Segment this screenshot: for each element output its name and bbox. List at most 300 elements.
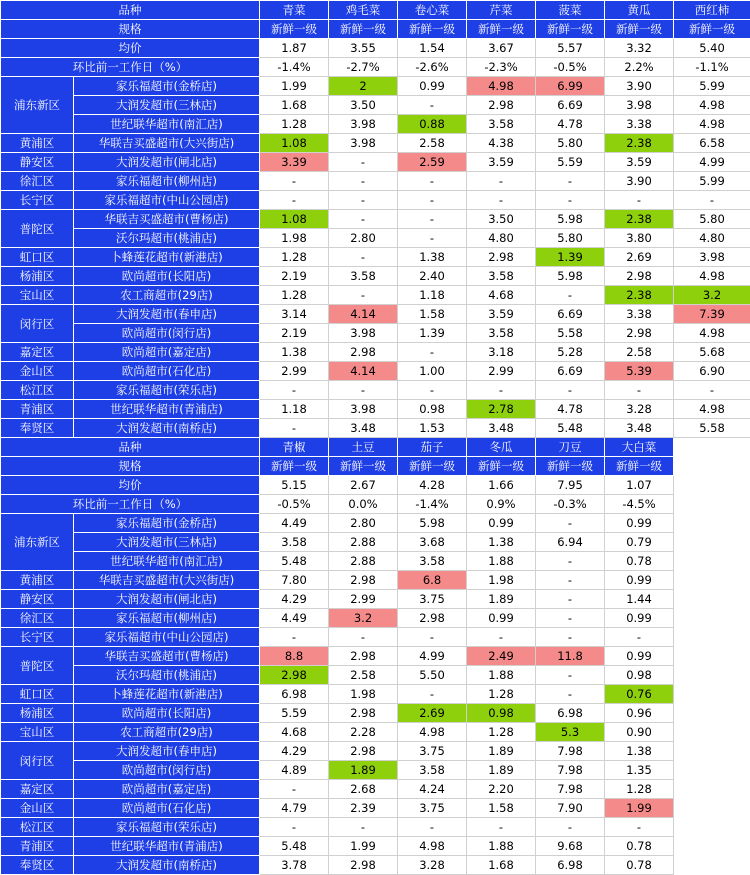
price-cell: 1.35: [605, 761, 674, 780]
price-cell: 0.99: [467, 609, 536, 628]
header-grade-label: 规格: [1, 457, 260, 476]
empty-cell: [674, 647, 750, 666]
average-price-value: 3.32: [605, 39, 674, 58]
product-grade: 新鲜一级: [536, 20, 605, 39]
product-name: 青菜: [260, 1, 329, 20]
district-name: 普陀区: [1, 210, 74, 248]
price-cell: 1.68: [260, 96, 329, 115]
price-cell: 2.38: [605, 134, 674, 153]
header-variety-label: 品种: [1, 1, 260, 20]
store-name: 家乐福超市(荣乐店): [74, 381, 260, 400]
price-cell: 4.79: [260, 799, 329, 818]
store-row: [1, 856, 750, 875]
header-variety-label: 品种: [1, 438, 260, 457]
district-name: 长宁区: [1, 191, 74, 210]
price-cell: 2.69: [605, 248, 674, 267]
price-cell: 0.96: [605, 704, 674, 723]
store-name: 家乐福超市(金桥店): [74, 77, 260, 96]
district-name: 宝山区: [1, 286, 74, 305]
price-cell: -: [605, 818, 674, 837]
store-name: 华联吉买盛超市(曹杨店): [74, 647, 260, 666]
price-cell: -: [467, 381, 536, 400]
store-name: 大润发超市(春申店): [74, 742, 260, 761]
district-name: 虹口区: [1, 248, 74, 267]
store-name: 欧尚超市(石化店): [74, 362, 260, 381]
price-cell: -: [536, 609, 605, 628]
store-row: [1, 799, 750, 818]
price-cell: 2.98: [329, 856, 398, 875]
price-cell: 6.69: [536, 96, 605, 115]
price-cell: 3.14: [260, 305, 329, 324]
price-cell: 3.50: [467, 210, 536, 229]
store-row: [1, 324, 750, 343]
header-row-variety: [1, 438, 750, 457]
store-name: 欧尚超市(嘉定店): [74, 780, 260, 799]
price-cell: 6.69: [536, 305, 605, 324]
empty-cell: [674, 476, 750, 495]
price-cell: 3.48: [329, 419, 398, 438]
store-row: [1, 723, 750, 742]
product-name: 刀豆: [536, 438, 605, 457]
district-name: 徐汇区: [1, 609, 74, 628]
price-cell: 1.68: [467, 856, 536, 875]
price-cell: 1.98: [467, 571, 536, 590]
price-cell: 0.98: [398, 400, 467, 419]
price-cell: 2.58: [398, 134, 467, 153]
empty-cell: [674, 685, 750, 704]
empty-cell: [674, 495, 750, 514]
price-cell: 4.68: [467, 286, 536, 305]
store-name: 世纪联华超市(南汇店): [74, 115, 260, 134]
price-cell: 2.99: [260, 362, 329, 381]
district-name: 松江区: [1, 818, 74, 837]
change-value: 0.0%: [329, 495, 398, 514]
price-cell: 2.58: [329, 666, 398, 685]
price-cell: 0.78: [605, 837, 674, 856]
district-name: 静安区: [1, 153, 74, 172]
price-cell: -: [536, 666, 605, 685]
price-cell: 2.49: [467, 647, 536, 666]
price-cell: 3.28: [398, 856, 467, 875]
price-cell: 3.98: [329, 115, 398, 134]
price-cell: 5.98: [536, 210, 605, 229]
header-row-grade: [1, 20, 750, 39]
product-grade: 新鲜一级: [536, 457, 605, 476]
price-cell: 6.98: [536, 856, 605, 875]
change-value: 0.9%: [467, 495, 536, 514]
district-name: 青浦区: [1, 400, 74, 419]
store-name: 沃尔玛超市(桃浦店): [74, 229, 260, 248]
price-cell: 1.99: [260, 77, 329, 96]
price-cell: 2.19: [260, 267, 329, 286]
price-cell: 2: [329, 77, 398, 96]
store-row: [1, 533, 750, 552]
price-cell: -: [674, 381, 750, 400]
price-cell: 1.08: [260, 134, 329, 153]
price-cell: -: [536, 590, 605, 609]
price-cell: 4.80: [467, 229, 536, 248]
change-row: [1, 495, 750, 514]
price-cell: 5.28: [536, 343, 605, 362]
store-row: [1, 305, 750, 324]
store-name: 家乐福超市(柳州店): [74, 172, 260, 191]
empty-cell: [674, 514, 750, 533]
store-row: [1, 248, 750, 267]
store-row: [1, 590, 750, 609]
price-cell: 2.99: [467, 362, 536, 381]
store-name: 世纪联华超市(青浦店): [74, 837, 260, 856]
store-row: [1, 685, 750, 704]
product-grade: 新鲜一级: [605, 457, 674, 476]
price-cell: 2.98: [329, 343, 398, 362]
store-row: [1, 818, 750, 837]
price-cell: 4.98: [674, 267, 750, 286]
price-cell: 4.80: [674, 229, 750, 248]
average-price-value: 1.07: [605, 476, 674, 495]
price-cell: -: [260, 628, 329, 647]
store-name: 大润发超市(闸北店): [74, 590, 260, 609]
price-cell: 4.98: [398, 837, 467, 856]
price-cell: 3.39: [260, 153, 329, 172]
price-cell: 5.99: [674, 172, 750, 191]
price-cell: 4.99: [674, 153, 750, 172]
price-cell: 4.49: [260, 514, 329, 533]
store-row: [1, 419, 750, 438]
price-cell: 1.98: [260, 229, 329, 248]
price-cell: 4.99: [398, 647, 467, 666]
price-cell: 2.98: [605, 267, 674, 286]
change-label: 环比前一工作日（%）: [1, 495, 260, 514]
price-cell: 1.39: [536, 248, 605, 267]
price-cell: 1.00: [398, 362, 467, 381]
store-name: 华联吉买盛超市(大兴街店): [74, 134, 260, 153]
product-name: 冬瓜: [467, 438, 536, 457]
price-cell: 1.44: [605, 590, 674, 609]
price-cell: 2.39: [329, 799, 398, 818]
price-cell: -: [329, 286, 398, 305]
price-cell: 1.28: [260, 286, 329, 305]
price-cell: 11.8: [536, 647, 605, 666]
price-cell: 2.98: [398, 609, 467, 628]
price-cell: 4.29: [260, 590, 329, 609]
empty-cell: [674, 818, 750, 837]
district-name: 宝山区: [1, 723, 74, 742]
price-cell: 5.48: [260, 837, 329, 856]
average-price-row: [1, 476, 750, 495]
price-cell: 4.98: [674, 115, 750, 134]
store-name: 家乐福超市(荣乐店): [74, 818, 260, 837]
district-name: 普陀区: [1, 647, 74, 685]
price-cell: 2.59: [398, 153, 467, 172]
price-cell: 5.50: [398, 666, 467, 685]
store-row: [1, 172, 750, 191]
price-cell: 6.98: [536, 704, 605, 723]
change-value: -2.7%: [329, 58, 398, 77]
price-cell: 6.98: [260, 685, 329, 704]
price-cell: 2.58: [605, 343, 674, 362]
store-row: [1, 96, 750, 115]
price-cell: 2.88: [329, 552, 398, 571]
price-cell: -: [398, 229, 467, 248]
store-name: 大润发超市(闸北店): [74, 153, 260, 172]
price-cell: 6.58: [674, 134, 750, 153]
price-cell: -: [605, 191, 674, 210]
price-cell: 2.98: [329, 647, 398, 666]
price-cell: 2.38: [605, 286, 674, 305]
price-cell: -: [329, 210, 398, 229]
price-cell: 1.28: [467, 723, 536, 742]
price-cell: 2.78: [467, 400, 536, 419]
price-cell: -: [329, 191, 398, 210]
price-cell: -: [329, 153, 398, 172]
price-cell: 3.58: [467, 324, 536, 343]
district-name: 青浦区: [1, 837, 74, 856]
price-cell: -: [398, 172, 467, 191]
price-cell: 0.78: [605, 552, 674, 571]
store-name: 卜蜂莲花超市(新港店): [74, 685, 260, 704]
store-row: [1, 267, 750, 286]
price-cell: 0.99: [605, 609, 674, 628]
change-value: -1.4%: [398, 495, 467, 514]
price-cell: 1.28: [605, 780, 674, 799]
store-row: [1, 647, 750, 666]
price-cell: 1.53: [398, 419, 467, 438]
price-cell: -: [605, 628, 674, 647]
store-name: 大润发超市(三林店): [74, 533, 260, 552]
store-row: [1, 609, 750, 628]
store-name: 卜蜂莲花超市(新港店): [74, 248, 260, 267]
price-cell: 3.98: [329, 324, 398, 343]
price-cell: 0.99: [605, 571, 674, 590]
product-grade: 新鲜一级: [329, 20, 398, 39]
store-name: 家乐福超市(柳州店): [74, 609, 260, 628]
district-name: 长宁区: [1, 628, 74, 647]
price-cell: 3.75: [398, 590, 467, 609]
product-name: 芹菜: [467, 1, 536, 20]
store-name: 欧尚超市(石化店): [74, 799, 260, 818]
district-name: 黄浦区: [1, 134, 74, 153]
price-cell: 4.98: [674, 96, 750, 115]
price-cell: 4.24: [398, 780, 467, 799]
price-cell: -: [536, 514, 605, 533]
price-cell: 3.90: [605, 172, 674, 191]
average-price-label: 均价: [1, 39, 260, 58]
empty-cell: [674, 666, 750, 685]
store-row: [1, 761, 750, 780]
price-cell: 4.14: [329, 362, 398, 381]
price-cell: 7.80: [260, 571, 329, 590]
price-cell: 7.90: [536, 799, 605, 818]
price-cell: 3.98: [674, 248, 750, 267]
price-cell: 4.89: [260, 761, 329, 780]
average-price-value: 3.67: [467, 39, 536, 58]
price-cell: -: [467, 191, 536, 210]
price-cell: 2.98: [329, 742, 398, 761]
store-name: 大润发超市(南桥店): [74, 419, 260, 438]
price-cell: 1.38: [467, 533, 536, 552]
store-row: [1, 153, 750, 172]
store-name: 欧尚超市(嘉定店): [74, 343, 260, 362]
price-cell: 2.19: [260, 324, 329, 343]
price-cell: 0.76: [605, 685, 674, 704]
product-name: 大白菜: [605, 438, 674, 457]
store-name: 欧尚超市(长阳店): [74, 267, 260, 286]
empty-cell: [674, 552, 750, 571]
district-name: 杨浦区: [1, 267, 74, 286]
store-name: 世纪联华超市(青浦店): [74, 400, 260, 419]
price-cell: 5.39: [605, 362, 674, 381]
average-price-value: 1.66: [467, 476, 536, 495]
price-cell: -: [398, 685, 467, 704]
district-name: 浦东新区: [1, 77, 74, 134]
price-cell: 4.78: [536, 400, 605, 419]
district-name: 松江区: [1, 381, 74, 400]
price-cell: -: [536, 571, 605, 590]
price-cell: 4.98: [674, 324, 750, 343]
price-cell: -: [260, 419, 329, 438]
price-cell: -: [536, 685, 605, 704]
product-name: 西红柿: [674, 1, 750, 20]
store-row: [1, 837, 750, 856]
district-name: 闵行区: [1, 742, 74, 780]
price-cell: 1.58: [467, 799, 536, 818]
price-cell: 4.78: [536, 115, 605, 134]
price-cell: -: [329, 818, 398, 837]
product-grade: 新鲜一级: [467, 457, 536, 476]
price-cell: 6.99: [536, 77, 605, 96]
header-row-grade: [1, 457, 750, 476]
store-row: [1, 210, 750, 229]
price-cell: 1.89: [467, 590, 536, 609]
price-cell: 1.89: [467, 742, 536, 761]
price-cell: 6.8: [398, 571, 467, 590]
empty-cell: [674, 533, 750, 552]
price-cell: 1.18: [398, 286, 467, 305]
price-cell: 1.99: [605, 799, 674, 818]
product-grade: 新鲜一级: [605, 20, 674, 39]
price-cell: -: [260, 191, 329, 210]
product-grade: 新鲜一级: [260, 20, 329, 39]
price-cell: 1.38: [260, 343, 329, 362]
price-cell: 7.98: [536, 780, 605, 799]
price-cell: 9.68: [536, 837, 605, 856]
price-cell: -: [398, 191, 467, 210]
empty-cell: [674, 590, 750, 609]
price-cell: 1.88: [467, 837, 536, 856]
price-cell: 3.2: [329, 609, 398, 628]
district-name: 静安区: [1, 590, 74, 609]
store-row: [1, 362, 750, 381]
empty-cell: [674, 799, 750, 818]
empty-cell: [674, 628, 750, 647]
price-cell: 3.90: [605, 77, 674, 96]
price-cell: 6.69: [536, 362, 605, 381]
store-row: [1, 77, 750, 96]
price-cell: 1.28: [260, 248, 329, 267]
empty-cell: [674, 837, 750, 856]
change-value: -1.1%: [674, 58, 750, 77]
price-cell: 0.99: [467, 514, 536, 533]
price-cell: 4.29: [260, 742, 329, 761]
average-price-value: 7.95: [536, 476, 605, 495]
empty-cell: [674, 856, 750, 875]
product-grade: 新鲜一级: [467, 20, 536, 39]
empty-cell: [674, 723, 750, 742]
store-name: 家乐福超市(中山公园店): [74, 191, 260, 210]
price-cell: 4.49: [260, 609, 329, 628]
average-price-value: 3.55: [329, 39, 398, 58]
product-name: 鸡毛菜: [329, 1, 398, 20]
price-cell: 3.28: [605, 400, 674, 419]
store-row: [1, 666, 750, 685]
product-name: 土豆: [329, 438, 398, 457]
header-grade-label: 规格: [1, 20, 260, 39]
store-row: [1, 191, 750, 210]
price-cell: 2.98: [605, 324, 674, 343]
price-cell: -: [536, 286, 605, 305]
district-name: 金山区: [1, 362, 74, 381]
price-cell: 3.50: [329, 96, 398, 115]
price-cell: -: [467, 818, 536, 837]
price-cell: 3.59: [467, 305, 536, 324]
price-cell: -: [398, 381, 467, 400]
header-row-variety: [1, 1, 750, 20]
store-row: [1, 400, 750, 419]
price-cell: 4.14: [329, 305, 398, 324]
price-cell: -: [398, 96, 467, 115]
price-cell: 5.58: [674, 419, 750, 438]
price-cell: 2.68: [329, 780, 398, 799]
price-cell: 1.38: [398, 248, 467, 267]
price-cell: 0.99: [605, 647, 674, 666]
price-cell: -: [467, 628, 536, 647]
store-name: 世纪联华超市(南汇店): [74, 552, 260, 571]
price-cell: 1.28: [260, 115, 329, 134]
average-price-value: 2.67: [329, 476, 398, 495]
store-name: 农工商超市(29店): [74, 286, 260, 305]
price-cell: -: [536, 191, 605, 210]
empty-cell: [674, 704, 750, 723]
store-name: 沃尔玛超市(桃浦店): [74, 666, 260, 685]
price-cell: 5.3: [536, 723, 605, 742]
price-cell: 2.80: [329, 514, 398, 533]
store-row: [1, 134, 750, 153]
price-cell: 1.98: [329, 685, 398, 704]
change-value: -0.3%: [536, 495, 605, 514]
price-cell: 0.98: [467, 704, 536, 723]
price-cell: 3.38: [605, 305, 674, 324]
price-cell: 5.98: [398, 514, 467, 533]
price-cell: 3.48: [467, 419, 536, 438]
change-value: -2.3%: [467, 58, 536, 77]
average-price-value: 5.40: [674, 39, 750, 58]
change-row: [1, 58, 750, 77]
store-row: [1, 552, 750, 571]
price-cell: 5.68: [674, 343, 750, 362]
district-name: 黄浦区: [1, 571, 74, 590]
price-cell: 2.88: [329, 533, 398, 552]
district-name: 奉贤区: [1, 856, 74, 875]
store-name: 大润发超市(南桥店): [74, 856, 260, 875]
price-cell: 5.98: [536, 267, 605, 286]
store-row: [1, 742, 750, 761]
average-price-label: 均价: [1, 476, 260, 495]
store-row: [1, 571, 750, 590]
price-cell: -: [260, 780, 329, 799]
price-cell: 1.89: [467, 761, 536, 780]
price-cell: 3.58: [467, 115, 536, 134]
district-name: 奉贤区: [1, 419, 74, 438]
